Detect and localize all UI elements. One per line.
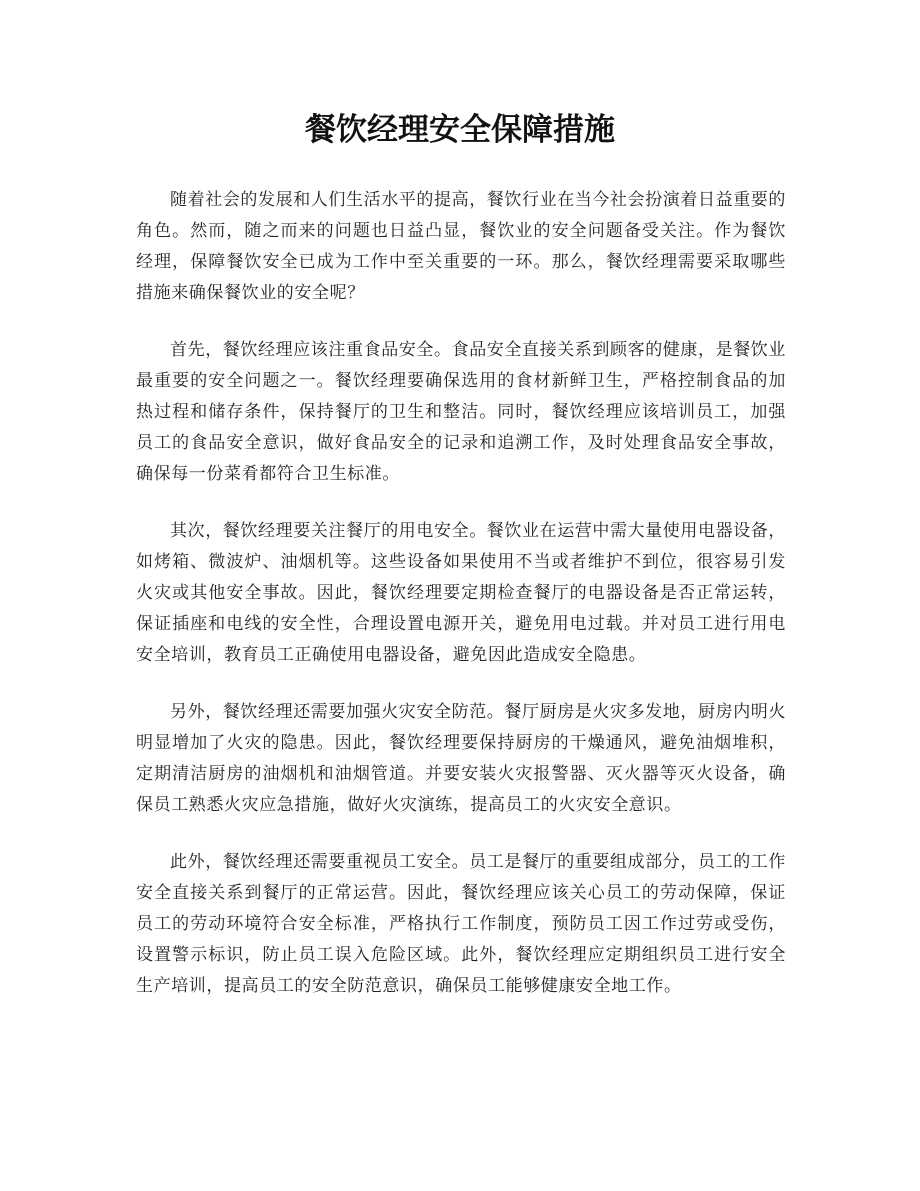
paragraph-intro: 随着社会的发展和人们生活水平的提高，餐饮行业在当今社会扮演着日益重要的角色。然而，随之而来的问题也日益凸显，餐饮业的安全问题备受关注。作为餐饮经理，保障餐饮安全已成为工作中至关重要的一环。那么，餐饮经理需要采取哪些措施来确保餐饮业的安全呢？ [136, 190, 786, 303]
paragraph-staff-safety: 此外，餐饮经理还需要重视员工安全。员工是餐厅的重要组成部分，员工的工作安全直接关系到餐厅的正常运营。因此，餐饮经理应该关心员工的劳动保障，保证员工的劳动环境符合安全标准，严格执行工作制度，预防员工因工作过劳或受伤，设置警示标识，防止员工误入危险区域。此外，餐饮经理应定期组织员工进行安全生产培训，提高员工的安全防范意识，确保员工能够健康安全地工作。 [136, 852, 786, 996]
document-title: 餐饮经理安全保障措施 [305, 112, 615, 148]
paragraph-fire-safety: 另外，餐饮经理还需要加强火灾安全防范。餐厅厨房是火灾多发地，厨房内明火明显增加了火灾的隐患。因此，餐饮经理要保持厨房的干燥通风，避免油烟堆积，定期清洁厨房的油烟机和油烟管道。并要安装火灾报警器、灭火器等灭火设备，确保员工熟悉火灾应急措施，做好火灾演练，提高员工的火灾安全意识。 [136, 702, 786, 815]
paragraph-electrical-safety: 其次，餐饮经理要关注餐厅的用电安全。餐饮业在运营中需大量使用电器设备，如烤箱、微波炉、油烟机等。这些设备如果使用不当或者维护不到位，很容易引发火灾或其他安全事故。因此，餐饮经理要定期检查餐厅的电器设备是否正常运转，保证插座和电线的安全性，合理设置电源开关，避免用电过载。并对员工进行用电安全培训，教育员工正确使用电器设备，避免因此造成安全隐患。 [136, 521, 786, 665]
paragraph-food-safety: 首先，餐饮经理应该注重食品安全。食品安全直接关系到顾客的健康，是餐饮业最重要的安全问题之一。餐饮经理要确保选用的食材新鲜卫生，严格控制食品的加热过程和储存条件，保持餐厅的卫生和整洁。同时，餐饮经理应该培训员工，加强员工的食品安全意识，做好食品安全的记录和追溯工作，及时处理食品安全事故，确保每一份菜肴都符合卫生标准。 [136, 340, 786, 484]
document-body [136, 185, 786, 1028]
